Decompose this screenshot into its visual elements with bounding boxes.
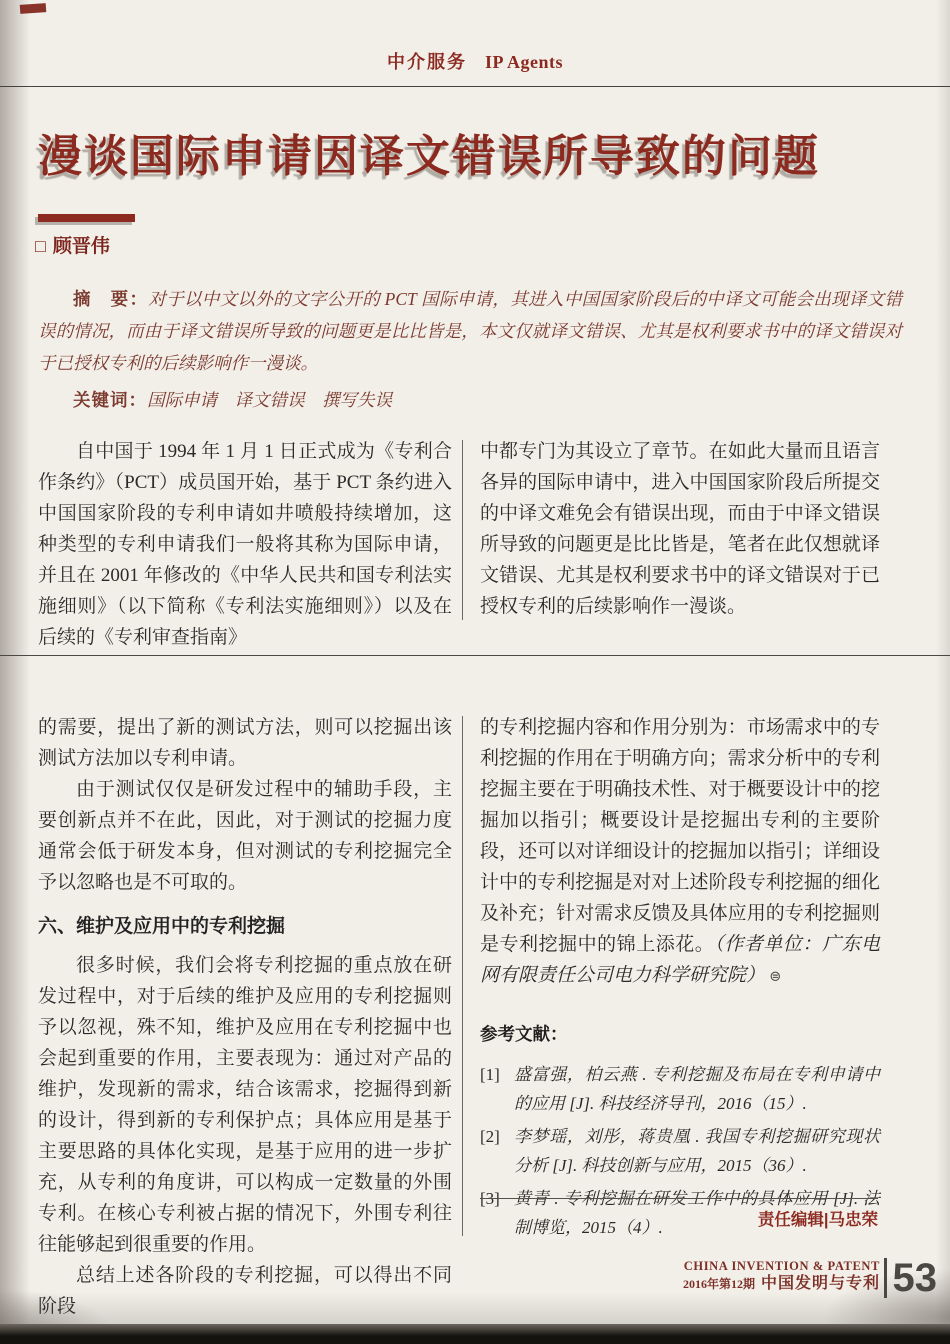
- column-divider-lower: [462, 716, 463, 1236]
- page-number-bar: [884, 1258, 887, 1298]
- body-paragraph: 的需要，提出了新的测试方法，则可以挖掘出该测试方法加以专利申请。: [38, 717, 452, 769]
- lower-column-right: [480, 712, 880, 1246]
- responsible-editor: 责任编辑|马忠荣: [757, 1211, 878, 1229]
- abstract-label: 摘 要：: [73, 289, 149, 309]
- article-end-icon: ⊜: [769, 969, 782, 985]
- abstract-text: 对于以中文以外的文字公开的 PCT 国际申请，其进入中国国家阶段后的中译文可能会出现译文错误的情况，而由于译文错误所导致的问题更是比比皆是，本文仅就译文错误、尤其是权利要求书中的译文错误对于已授权专利的后续影响作一漫谈。: [38, 289, 903, 373]
- reference-number: [2]: [480, 1127, 500, 1146]
- intro-paragraph-right: 中都专门为其设立了章节。在如此大量而且语言各异的国际申请中，进入中国国家阶段后所提交的中译文难免会有错误出现，而由于中译文错误所导致的问题更是比比皆是，笔者在此仅想就译文错误、尤其是权利要求书中的译文错误对于已授权专利的后续影响作一漫谈。: [480, 441, 880, 617]
- references-label: 参考文献：: [480, 1024, 568, 1044]
- body-paragraph: 由于测试仅仅是研发过程中的辅助手段，主要创新点并不在此，因此，对于测试的挖掘力度通常会低于研发本身，但对测试的专利挖掘完全予以忽略也是不可取的。: [38, 779, 452, 893]
- keywords-text: 国际申请 译文错误 撰写失误: [147, 390, 392, 410]
- body-text: 的专利挖掘内容和作用分别为：市场需求中的专利挖掘的作用在于明确方向；需求分析中的专利挖掘主要在于明确技术性、对于概要设计中的挖掘加以指引；概要设计是挖掘出专利的主要阶段，还可以对详细设计的挖掘加以指引；详细设计中的专利挖掘是对对上述阶段专利挖掘的细化及补充；针对需求反馈及具体应用的专利挖掘则是专利挖掘中的锦上添花。: [480, 717, 880, 955]
- body-paragraph: 很多时候，我们会将专利挖掘的重点放在研发过程中，对于后续的维护及应用的专利挖掘则予以忽视，殊不知，维护及应用在专利挖掘中也会起到重要的作用，主要表现为：通过对产品的维护，发现新的需求，结合该需求，挖掘得到新的设计，得到新的专利保护点；具体应用是基于主要思路的具体化实现，是基于应用的进一步扩充，从专利的角度讲，可以构成一定数量的外围专利。在核心专利被占据的情况下，外围专利往往能够起到很重要的作用。: [38, 955, 452, 1255]
- author-line: [35, 231, 110, 258]
- author-marker-icon: □: [35, 236, 46, 256]
- section-name-en: IP Agents: [484, 52, 563, 72]
- article-title: 漫谈国际申请因译文错误所导致的问题: [38, 132, 820, 181]
- page-footer: [560, 1260, 880, 1294]
- column-divider-intro: [462, 440, 463, 620]
- intro-column-right: [480, 436, 880, 622]
- journal-name-en: CHINA INVENTION & PATENT: [683, 1259, 880, 1273]
- body-paragraph: [480, 712, 880, 993]
- author-name: 顾晋伟: [52, 236, 110, 257]
- reference-text: 李梦瑶，刘彤，蒋贵凰 . 我国专利挖掘研究现状分析 [J]. 科技创新与应用，2015（36）.: [514, 1127, 880, 1175]
- scan-corner-mark: [20, 3, 47, 14]
- page-number-block: [884, 1258, 937, 1298]
- reference-item: [480, 1060, 880, 1118]
- keywords-label: 关键词：: [73, 390, 147, 410]
- intro-paragraph-left: 自中国于 1994 年 1 月 1 日正式成为《专利合作条约》（PCT）成员国开始，基于 PCT 条约进入中国国家阶段的专利申请如井喷般持续增加，这种类型的专利申请我们一般将其称为国际申请，并且在 2001 年修改的《中华人民共和国专利法实施细则》（以下简称《专利法实施细则》）以及在后续的《专利审查指南》: [38, 441, 452, 648]
- reference-number: [1]: [480, 1065, 500, 1084]
- keywords-line: [38, 384, 902, 416]
- section-name-cn: 中介服务: [386, 52, 467, 72]
- scan-bottom-edge: [0, 1324, 950, 1344]
- abstract-paragraph: [38, 283, 902, 379]
- journal-issue-line: [560, 1274, 880, 1294]
- issue-label: 2016年第12期: [682, 1277, 755, 1291]
- body-paragraph: 总结上述各阶段的专利挖掘，可以得出不同阶段: [38, 1265, 452, 1317]
- header-divider: [0, 86, 950, 87]
- reference-number: [3]: [480, 1189, 500, 1208]
- section-heading: 六、维护及应用中的专利挖掘: [38, 916, 286, 937]
- page-number: 53: [892, 1256, 937, 1300]
- title-accent-bar: [38, 214, 135, 222]
- reference-text: 盛富强，柏云燕 . 专利挖掘及布局在专利申请中的应用 [J]. 科技经济导刊，2016（15）.: [514, 1065, 880, 1113]
- author-affiliation: （作者单位：广东电网有限责任公司电力科学研究院）: [480, 934, 880, 986]
- lower-column-left: [38, 712, 452, 1322]
- intro-column-left: [38, 436, 452, 653]
- page-header: [0, 48, 950, 74]
- reference-text: 黄青 . 专利挖掘在研发工作中的具体应用 [J]. 法制博览，2015（4）.: [514, 1189, 880, 1237]
- reference-item: [480, 1122, 880, 1180]
- editor-divider: [480, 1198, 878, 1199]
- article-separator-rule: [0, 655, 950, 656]
- abstract-block: [38, 283, 902, 416]
- journal-name-cn: 中国发明与专利: [760, 1275, 880, 1292]
